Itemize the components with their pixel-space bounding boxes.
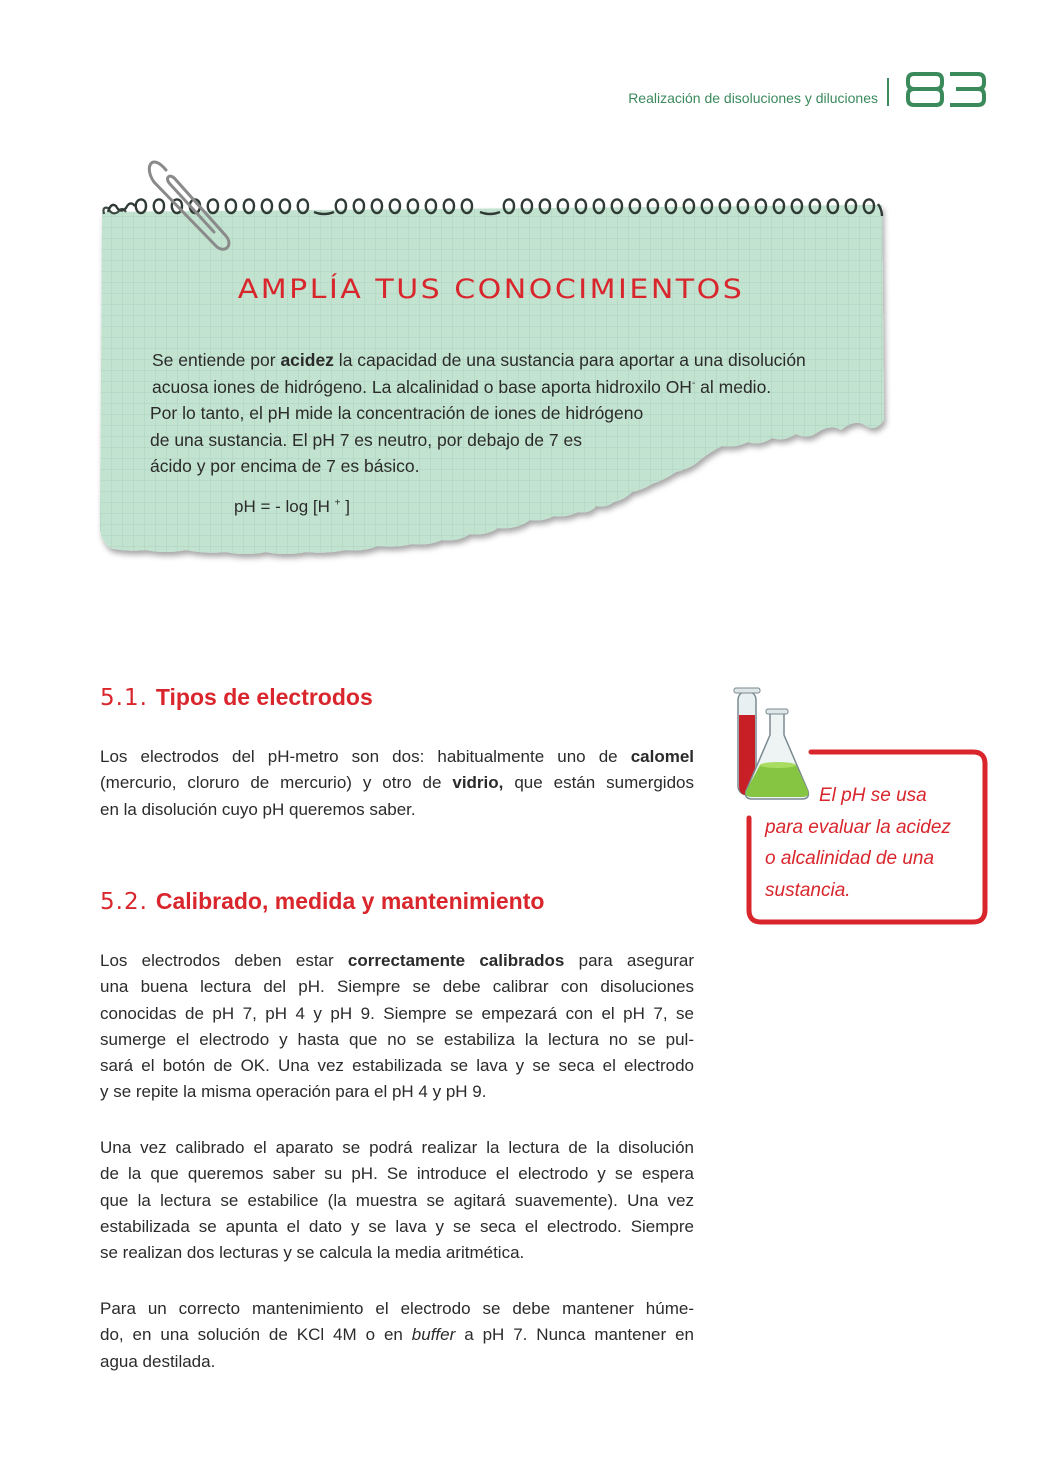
sidebar-line: para evaluar la acidez: [765, 816, 951, 838]
sidebar-line: El pH se usa: [819, 785, 927, 806]
section-title: Calibrado, medida y mantenimiento: [155, 888, 545, 914]
paragraph-maintenance: Para un correcto mantenimiento el electrodo se debe mantener húme- do, en una solución de KCl 4M o en buffer a pH 7. Nunca mantener en agua destilada.: [100, 1299, 694, 1371]
section-heading-5-1: [100, 684, 373, 711]
sidebar-note: [765, 780, 980, 906]
page-number: [900, 66, 990, 112]
note-line-5: ácido y por encima de 7 es básico.: [150, 456, 420, 476]
note-line-4: de una sustancia. El pH 7 es neutro, por debajo de 7 es: [150, 430, 582, 450]
ph-formula: pH = - log [H + ]: [234, 497, 350, 516]
section-title: Tipos de electrodos: [155, 684, 373, 710]
paragraph-electrode-types: Los electrodos del pH-metro son dos: habitualmente uno de calomel (mercurio, cloruro de mercurio) y otro de vidrio, que están sumergidos en la disolución cuyo pH queremos saber.: [100, 747, 694, 819]
header-divider: [887, 78, 889, 106]
sidebar-line: sustancia.: [765, 879, 851, 901]
sidebar-line: o alcalinidad de una: [765, 848, 935, 869]
section-heading-5-2: [100, 888, 544, 915]
running-title: Realización de disoluciones y diluciones: [628, 90, 878, 106]
paragraph-calibration: Los electrodos deben estar correctamente calibrados para asegurar una buena lectura del pH. Siempre se debe calibrar con disoluciones conocidas de pH 7, pH 4 y pH 9. Siempre se empezará con el pH 7, se sumerge el electrodo y hasta que no se estabiliza la lectura no se pul- sará el botón de OK. Una vez estabilizada se lava y se seca el electrodo y se repite la misma operación para el pH 4 y pH 9.: [100, 951, 694, 1102]
note-line-3: Por lo tanto, el pH mide la concentración de iones de hidrógeno: [150, 403, 644, 423]
page-number-graphic: [900, 66, 990, 112]
note-title: AMPLÍA TUS CONOCIMIENTOS: [237, 273, 745, 306]
section-number: 5.1.: [100, 685, 148, 711]
section-number: 5.2.: [100, 889, 148, 915]
note-keyword: acidez: [280, 350, 334, 370]
note-line-2: acuosa iones de hidrógeno. La alcalinidad o base aporta hidroxilo OH- al medio.: [152, 377, 772, 397]
note-line-1: Se entiende por acidez la capacidad de una sustancia para aportar a una disolución: [152, 350, 806, 370]
paragraph-measurement: Una vez calibrado el aparato se podrá realizar la lectura de la disolución de la que queremos saber su pH. Se introduce el electrodo y se espera que la lectura se estabilice (la muestra se agitará suavemente). Una vez estabilizada se apunta el dato y se lava y se seca el electrodo. Siempre se realizan dos lecturas y se calcula la media aritmética.: [100, 1138, 694, 1263]
